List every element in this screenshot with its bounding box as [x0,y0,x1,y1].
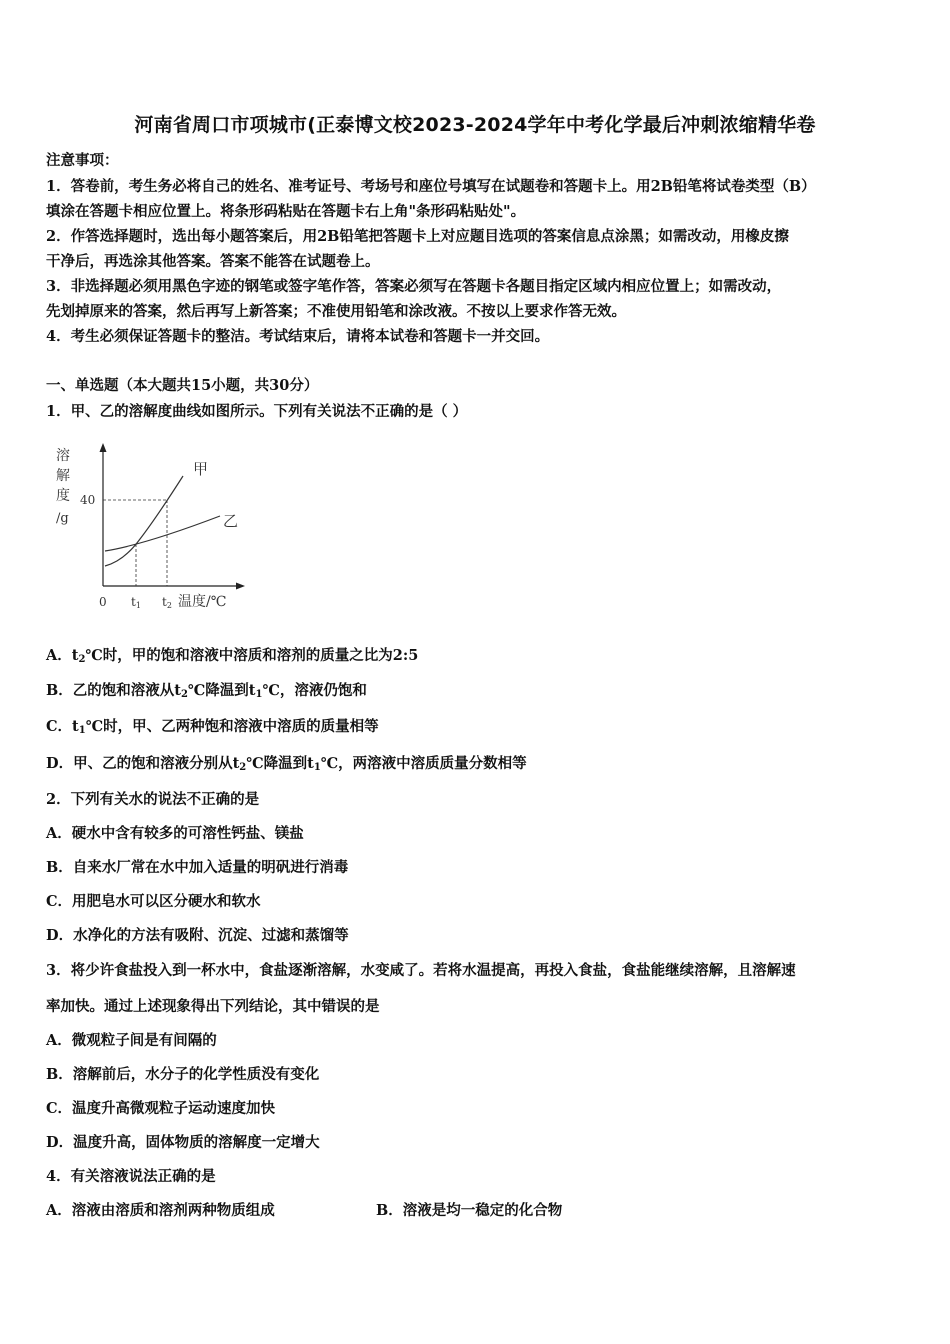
question-3-stem-cont: 率加快。通过上述现象得出下列结论，其中错误的是 [46,998,380,1015]
notice-line: 3．非选择题必须用黑色字迹的钢笔或签字笔作答，答案必须写在答题卡各题目指定区域内相应位置上；如需改动， [46,278,782,295]
q3-option: C．温度升高微观粒子运动速度加快 [46,1100,276,1117]
y-label-char: 解 [56,468,70,484]
question-1-stem: 1．甲、乙的溶解度曲线如图所示。下列有关说法不正确的是（ ） [46,403,468,420]
y-label-char: 溶 [56,448,70,464]
q1-option-b: B．乙的饱和溶液从$t_2℃$降温到$t_1℃$，溶液仍饱和 [46,682,367,700]
q2-option: B．自来水厂常在水中加入适量的明矾进行消毒 [46,859,349,876]
origin-label: 0 [99,595,107,609]
q1-option-c: C．$t_1℃$时，甲、乙两种饱和溶液中溶质的质量相等 [46,718,379,736]
y-label-char: 度 [56,488,70,504]
q3-option: A．微观粒子间是有间隔的 [46,1032,217,1049]
y-label-char: /g [56,511,69,526]
q2-option: D．水净化的方法有吸附、沉淀、过滤和蒸馏等 [46,927,349,944]
notice-line: 填涂在答题卡相应位置上。将条形码粘贴在答题卡右上角"条形码粘贴处"。 [46,203,526,220]
x-axis-arrow [236,583,245,590]
question-2-stem: 2．下列有关水的说法不正确的是 [46,791,260,808]
curve-jia [105,476,183,566]
notice-line: 1．答卷前，考生务必将自己的姓名、准考证号、考场号和座位号填写在试题卷和答题卡上。用2B铅笔将试卷类型（B） [46,178,816,195]
x-tick-label: t1 [131,595,141,610]
page-title: 河南省周口市项城市(正泰博文校2023-2024学年中考化学最后冲刺浓缩精华卷 [134,114,816,136]
x-axis-label: 温度/℃ [178,594,227,610]
question-3-stem: 3．将少许食盐投入到一杯水中，食盐逐渐溶解，水变咸了。若将水温提高，再投入食盐，食盐能继续溶解，且溶解速 [46,962,796,979]
notice-line: 先划掉原来的答案，然后再写上新答案；不准使用铅笔和涂改液。不按以上要求作答无效。 [46,303,626,320]
x-tick-label: t2 [162,595,172,610]
curve-yi [105,516,220,551]
q2-option: C．用肥皂水可以区分硬水和软水 [46,893,261,910]
notice-heading: 注意事项： [46,152,119,169]
y-axis-arrow [100,443,107,452]
series-label-jia: 甲 [193,460,209,478]
q1-option-a: A．$t_2℃$时，甲的饱和溶液中溶质和溶剂的质量之比为2:5 [46,647,419,665]
notice-line: 2．作答选择题时，选出每小题答案后，用2B铅笔把答题卡上对应题目选项的答案信息点涂黑；如需改动，用橡皮擦 [46,228,789,245]
q1-option-d: D．甲、乙的饱和溶液分别从$t_2℃$降温到$t_1℃$，两溶液中溶质质量分数相等 [46,755,527,773]
q2-option: A．硬水中含有较多的可溶性钙盐、镁盐 [46,825,304,842]
q3-option: B．溶解前后，水分子的化学性质没有变化 [46,1066,320,1083]
solubility-chart [50,438,250,618]
notice-line: 干净后，再选涂其他答案。答案不能答在试题卷上。 [46,253,380,270]
series-label-yi: 乙 [223,512,239,530]
notice-line: 4．考生必须保证答题卡的整洁。考试结束后，请将本试卷和答题卡一并交回。 [46,328,550,345]
q3-option: D．温度升高，固体物质的溶解度一定增大 [46,1134,320,1151]
q4-option-b: B．溶液是均一稳定的化合物 [376,1202,563,1219]
section-heading: 一、单选题（本大题共15小题，共30分） [46,377,319,394]
question-4-stem: 4．有关溶液说法正确的是 [46,1168,216,1185]
q4-option-a: A．溶液由溶质和溶剂两种物质组成 [46,1202,275,1219]
y-tick-label: 40 [80,493,96,507]
